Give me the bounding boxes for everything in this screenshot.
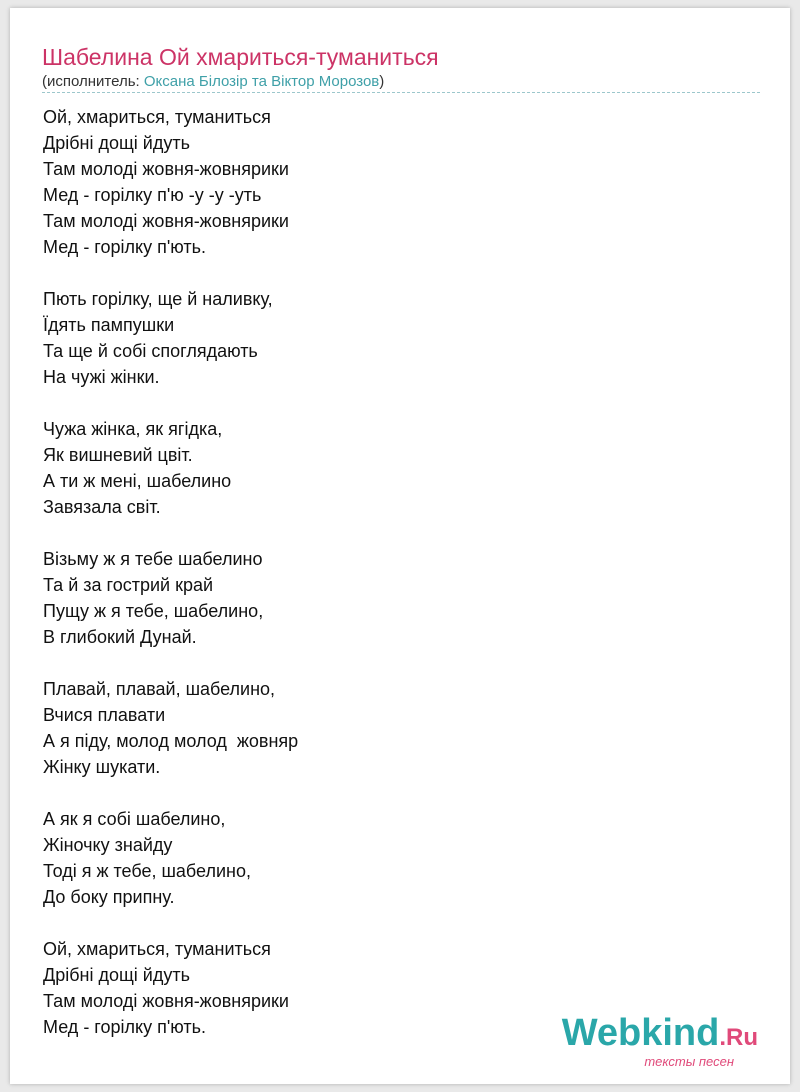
lyric-line: Жінку шукати. bbox=[43, 757, 161, 777]
lyric-line: А ти ж мені, шабелино bbox=[43, 471, 232, 491]
logo-tagline: тексты песен bbox=[644, 1054, 734, 1069]
lyric-line: Ой, хмариться, туманиться bbox=[43, 107, 271, 127]
lyrics-stanza bbox=[43, 936, 298, 1040]
lyric-line: Візьму ж я тебе шабелино bbox=[43, 549, 263, 569]
lyric-line: А як я собі шабелино, bbox=[43, 809, 226, 829]
lyric-line: До боку припну. bbox=[43, 887, 175, 907]
lyric-line: Дрібні дощі йдуть bbox=[43, 965, 190, 985]
lyrics-stanza bbox=[43, 416, 298, 520]
lyric-line: Плавай, плавай, шабелино, bbox=[43, 679, 276, 699]
artist-prefix: (исполнитель: bbox=[42, 73, 144, 90]
lyric-line: Ой, хмариться, туманиться bbox=[43, 939, 271, 959]
lyric-line: Пущу ж я тебе, шабелино, bbox=[43, 601, 264, 621]
lyrics-stanza bbox=[43, 676, 298, 780]
artist-suffix: ) bbox=[379, 73, 385, 90]
lyrics-page bbox=[10, 8, 790, 1084]
lyrics-body bbox=[43, 104, 298, 1066]
lyric-line: Та й за гострий край bbox=[43, 575, 214, 595]
lyric-line: Там молоді жовня-жовнярики bbox=[43, 159, 289, 179]
lyric-line: Мед - горілку п'ю -у -у -уть bbox=[43, 185, 262, 205]
logo-main-text: Webkind bbox=[561, 1012, 720, 1054]
artist-link[interactable]: Оксана Білозір та Віктор Морозов bbox=[143, 73, 380, 90]
lyric-line: Мед - горілку п'ють. bbox=[43, 1017, 206, 1037]
song-title: Шабелина Ой хмариться-туманиться bbox=[42, 44, 439, 70]
lyric-line: Мед - горілку п'ють. bbox=[43, 237, 206, 257]
lyric-line: В глибокий Дунай. bbox=[43, 627, 197, 647]
lyrics-stanza bbox=[43, 286, 298, 390]
lyrics-stanza bbox=[43, 546, 298, 650]
lyric-line: На чужі жінки. bbox=[43, 367, 160, 387]
lyric-line: Вчися плавати bbox=[43, 705, 166, 725]
lyrics-stanza bbox=[43, 806, 298, 910]
logo-wordmark bbox=[562, 1012, 758, 1055]
lyric-line: Там молоді жовня-жовнярики bbox=[43, 211, 289, 231]
lyric-line: Дрібні дощі йдуть bbox=[43, 133, 190, 153]
lyric-line: А я піду, молод молод жовняр bbox=[43, 731, 299, 751]
webkind-logo bbox=[561, 1012, 776, 1072]
lyric-line: Чужа жінка, як ягідка, bbox=[43, 419, 223, 439]
lyric-line: Пють горілку, ще й наливку, bbox=[43, 289, 273, 309]
lyric-line: Тоді я ж тебе, шабелино, bbox=[43, 861, 251, 881]
lyric-line: Як вишневий цвіт. bbox=[43, 445, 193, 465]
title-divider bbox=[42, 92, 760, 93]
lyric-line: Та ще й собі споглядають bbox=[43, 341, 258, 361]
lyric-line: Завязала світ. bbox=[43, 497, 161, 517]
lyric-line: Їдять пампушки bbox=[43, 315, 175, 335]
artist-line bbox=[42, 73, 384, 90]
lyric-line: Жіночку знайду bbox=[43, 835, 173, 855]
logo-suffix-text: .Ru bbox=[719, 1024, 758, 1051]
lyric-line: Там молоді жовня-жовнярики bbox=[43, 991, 289, 1011]
lyrics-stanza bbox=[43, 104, 298, 260]
